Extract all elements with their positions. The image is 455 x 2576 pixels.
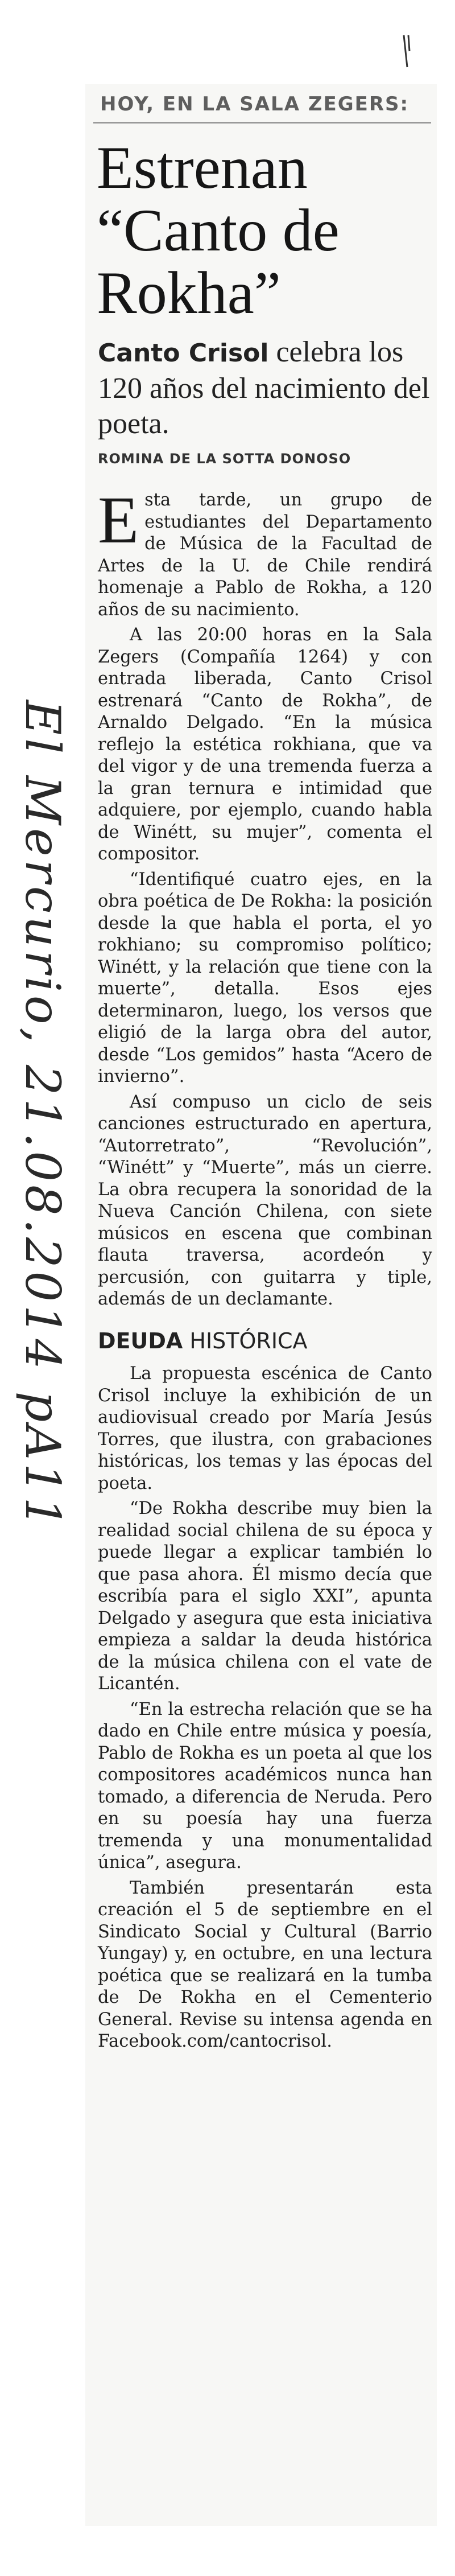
subhead-rest: HISTÓRICA: [183, 1328, 308, 1353]
byline: ROMINA DE LA SOTTA DONOSO: [98, 451, 351, 467]
paragraph-6: “De Rokha describe muy bien la realidad social chilena de su época y puede llegar a explicar también lo que pasa ahora. Él mismo decía que escribía para el siglo XXI”, apunta Delgado y asegura que esta iniciativa empieza a saldar la deuda histórica de la música chilena con el vate de Licantén.: [98, 1499, 432, 1694]
headline: Estrenan “Canto de Rokha”: [97, 134, 340, 326]
paragraph-8: También presentarán esta creación el 5 de septiembre en el Sindicato Social y Cultural (Barrio Yungay) y, en octubre, en una lectura poética que se realizará en la tumba de De Rokha en el Cementerio General. Revise su intensa agenda en Facebook.com/cantocrisol.: [98, 1878, 432, 2051]
handwritten-margin-note: [0, 0, 85, 2576]
paragraph-1: [98, 483, 432, 621]
deck: [98, 335, 431, 442]
deck-lead: Canto Crisol: [98, 339, 269, 368]
section-subhead: [98, 1330, 432, 1352]
paragraph-3: “Identifiqué cuatro ejes, en la obra poética de De Rokha: la posición desde la que habla el porta, el yo rokhiano; su compromiso político; Winétt, y la relación que tiene con la muerte”, detalla. Esos ejes determinaron, luego, los versos que eligió de la larga obra del autor, desde “Los gemidos” hasta “Acero de invierno”.: [98, 869, 432, 1087]
check-mark-icon: [402, 34, 412, 68]
deck-text: celebra los 120 años del nacimiento del poeta.: [98, 336, 430, 440]
paragraph-7: “En la estrecha relación que se ha dado en Chile entre música y poesía, Pablo de Rokha es un poeta al que los compositores académicos nunca han tomado, a diferencia de Neruda. Pero en su poesía hay una fuerza tremenda y una monumentalidad única”, asegura.: [98, 1699, 432, 1873]
kicker: HOY, EN LA SALA ZEGERS:: [100, 93, 410, 116]
paragraph-1-text: sta tarde, un grupo de estudiantes del Departamento de Música de la Facultad de Artes de la U. de Chile rendirá homenaje a Pablo de Rokha, a 120 años de su nacimiento.: [98, 490, 432, 620]
drop-cap: E: [98, 483, 139, 557]
handwritten-source-date: El Mercurio, 21.08.2014 pA11: [15, 700, 71, 1531]
paragraph-5: La propuesta escénica de Canto Crisol incluye la exhibición de un audiovisual creado por María Jesús Torres, que ilustra, con grabaciones históricas, los temas y las épocas del poeta.: [98, 1364, 432, 1493]
paragraph-4: Así compuso un ciclo de seis canciones estructurado en apertura, “Autorretrato”, “Revolución”, “Winétt” y “Muerte”, más un cierre. La obra recupera la sonoridad de la Nueva Canción Chilena, con siete músicos en escena que combinan flauta traversa, acordeón y percusión, con guitarra y tiple, además de un declamante.: [98, 1092, 432, 1309]
subhead-bold: DEUDA: [98, 1328, 183, 1353]
kicker-divider: [93, 122, 431, 124]
article-body: [98, 483, 432, 2056]
paragraph-2: A las 20:00 horas en la Sala Zegers (Compañía 1264) y con entrada liberada, Canto Crisol estrenará “Canto de Rokha”, de Arnaldo Delgado. “En la música reflejo la estética rokhiana, que va del vigor y de una tremenda fuerza a la gran ternura e intimidad que adquiere, por ejemplo, cuando habla de Winétt, su mujer”, comenta el compositor.: [98, 625, 432, 864]
